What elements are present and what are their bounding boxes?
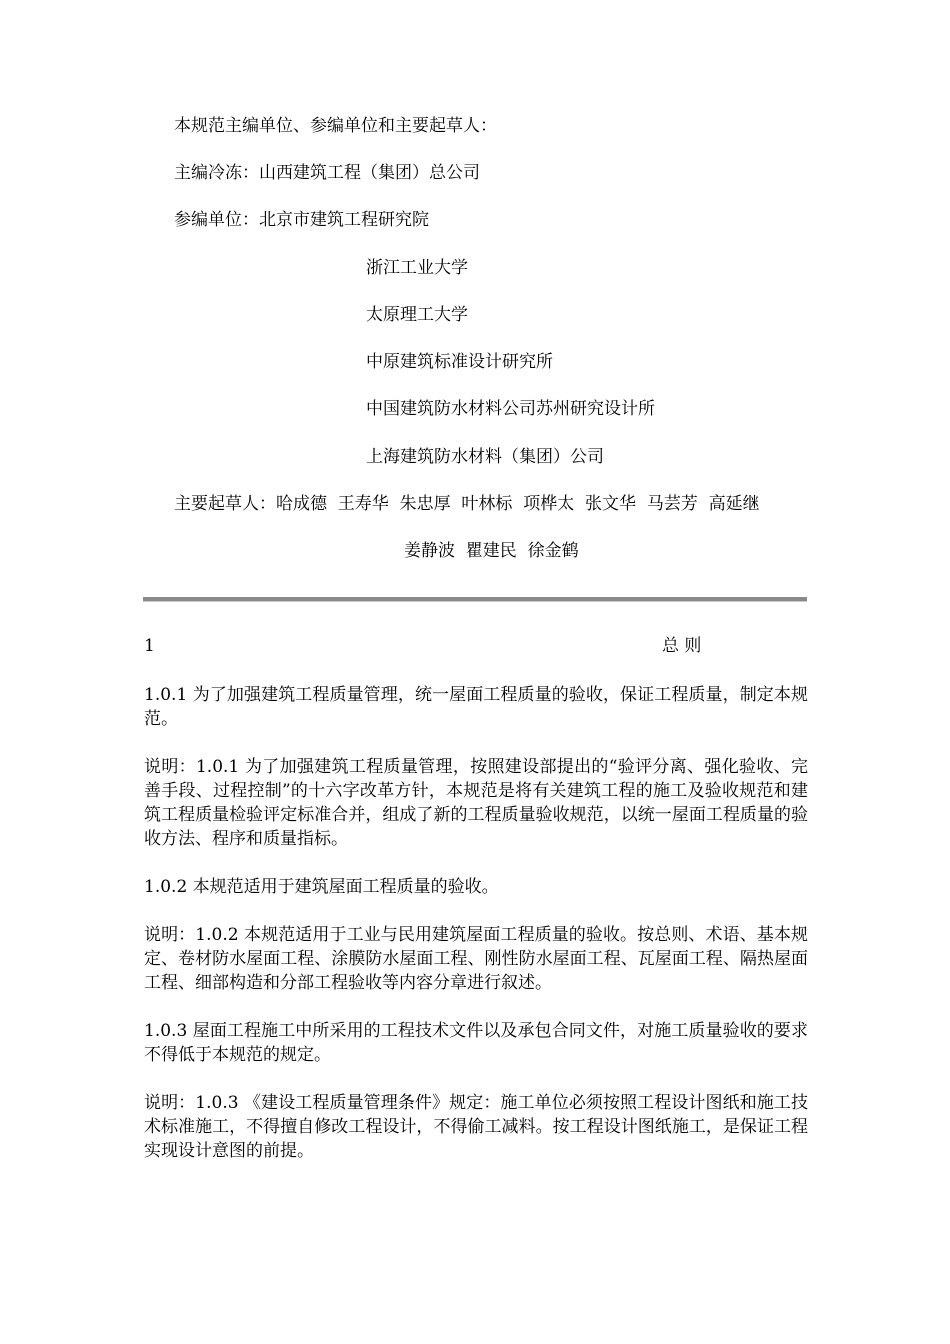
co-editor-item: 太原理工大学 [366, 305, 468, 325]
chapter-number: 1 [144, 636, 155, 656]
clause-1-0-1-note: 说明：1.0.1 为了加强建筑工程质量管理，按照建设部提出的“验评分离、强化验收、完善手段、过程控制”的十六字改革方针，本规范是将有关建筑工程的施工及验收规范和建筑工程质量检验评定标准合并，组成了新的工程质量验收规范，以统一屋面工程质量的验收方法、程序和质量指标。 [144, 757, 808, 849]
co-editor-item: 中原建筑标准设计研究所 [366, 352, 553, 372]
drafters-line-2: 姜静波 瞿建民 徐金鹤 [404, 541, 579, 561]
clause-1-0-1: 1.0.1 为了加强建筑工程质量管理，统一屋面工程质量的验收，保证工程质量，制定本规范。 [144, 685, 808, 729]
co-editor-item: 中国建筑防水材料公司苏州研究设计所 [366, 399, 655, 419]
co-editor-item: 浙江工业大学 [366, 258, 468, 278]
chief-editor: 主编冷冻：山西建筑工程（集团）总公司 [174, 163, 480, 183]
drafters-line-1: 主要起草人：哈成德 王寿华 朱忠厚 叶林标 项桦太 张文华 马芸芳 高延继 [174, 494, 760, 514]
credits-intro: 本规范主编单位、参编单位和主要起草人： [174, 116, 497, 136]
clause-1-0-3: 1.0.3 屋面工程施工中所采用的工程技术文件以及承包合同文件，对施工质量验收的要求不得低于本规范的规定。 [144, 1021, 808, 1065]
chapter-title: 总 则 [662, 636, 702, 656]
clause-1-0-3-note: 说明：1.0.3 《建设工程质量管理条件》规定：施工单位必须按照工程设计图纸和施工技术标准施工，不得擅自修改工程设计，不得偷工减料。按工程设计图纸施工，是保证工程实现设计意图的前提。 [144, 1093, 808, 1161]
co-editor-item: 上海建筑防水材料（集团）公司 [366, 447, 604, 467]
co-editors-label: 参编单位：北京市建筑工程研究院 [174, 210, 429, 230]
section-divider [143, 597, 807, 602]
clause-1-0-2: 1.0.2 本规范适用于建筑屋面工程质量的验收。 [144, 877, 499, 897]
clause-1-0-2-note: 说明：1.0.2 本规范适用于工业与民用建筑屋面工程质量的验收。按总则、术语、基本规定、卷材防水屋面工程、涂膜防水屋面工程、刚性防水屋面工程、瓦屋面工程、隔热屋面工程、细部构造和分部工程验收等内容分章进行叙述。 [144, 925, 808, 993]
